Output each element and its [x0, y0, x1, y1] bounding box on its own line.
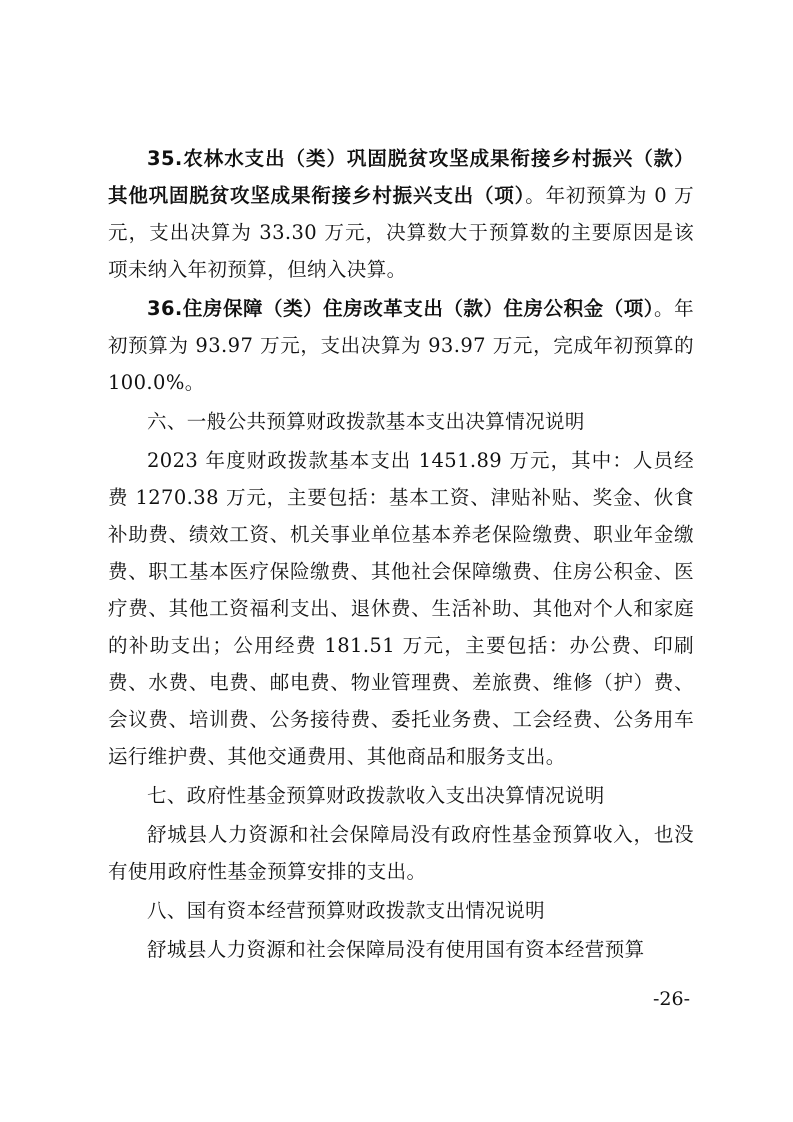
- section-8-heading: 八、国有资本经营预算财政拨款支出情况说明: [147, 899, 546, 922]
- section-6-body: 2023 年度财政拨款基本支出 1451.89 万元，其中：人员经费 1270.38 万元，主要包括：基本工资、津贴补贴、奖金、伙食补助费、绩效工资、机关事业单位基本养老保险缴费、职业年金缴费、职工基本医疗保险缴费、其他社会保障缴费、住房公积金、医疗费、其他工资福利支出、退休费、生活补助、其他对个人和家庭的补助支出；公用经费 181.51 万元，主要包括：办公费、印刷费、水费、电费、邮电费、物业管理费、差旅费、维修（护）费、会议费、培训费、公务接待费、委托业务费、工会经费、公务用车运行维护费、其他交通费用、其他商品和服务支出。: [108, 449, 694, 768]
- document-page: [108, 140, 694, 968]
- item-35-lead: 35.农林水支出（类）巩固脱贫攻坚成果衔接乡村振兴（款）其他巩固脱贫攻坚成果衔接乡村振兴支出（项）: [108, 147, 694, 207]
- item-36-lead: 36.住房保障（类）住房改革支出（款）住房公积金（项）: [147, 297, 655, 320]
- section-8-body: 舒城县人力资源和社会保障局没有使用国有资本经营预算: [147, 938, 645, 961]
- paragraph-item-35: [108, 140, 694, 288]
- section-7-body: 舒城县人力资源和社会保障局没有政府性基金预算收入，也没有使用政府性基金预算安排的支出。: [108, 823, 694, 883]
- item-36-text: 。年初预算为 93.97 万元，支出决算为 93.97 万元，完成年初预算的 100.0%。: [108, 297, 694, 394]
- section-7-heading: 七、政府性基金预算财政拨款收入支出决算情况说明: [147, 784, 605, 807]
- paragraph-item-36: [108, 290, 694, 401]
- item-35-text: 。年初预算为 0 万元，支出决算为 33.30 万元，决算数大于预算数的主要原因是该项未纳入年初预算，但纳入决算。: [108, 184, 694, 281]
- page-number: -26-: [652, 988, 690, 1010]
- section-6-heading: 六、一般公共预算财政拨款基本支出决算情况说明: [147, 410, 585, 433]
